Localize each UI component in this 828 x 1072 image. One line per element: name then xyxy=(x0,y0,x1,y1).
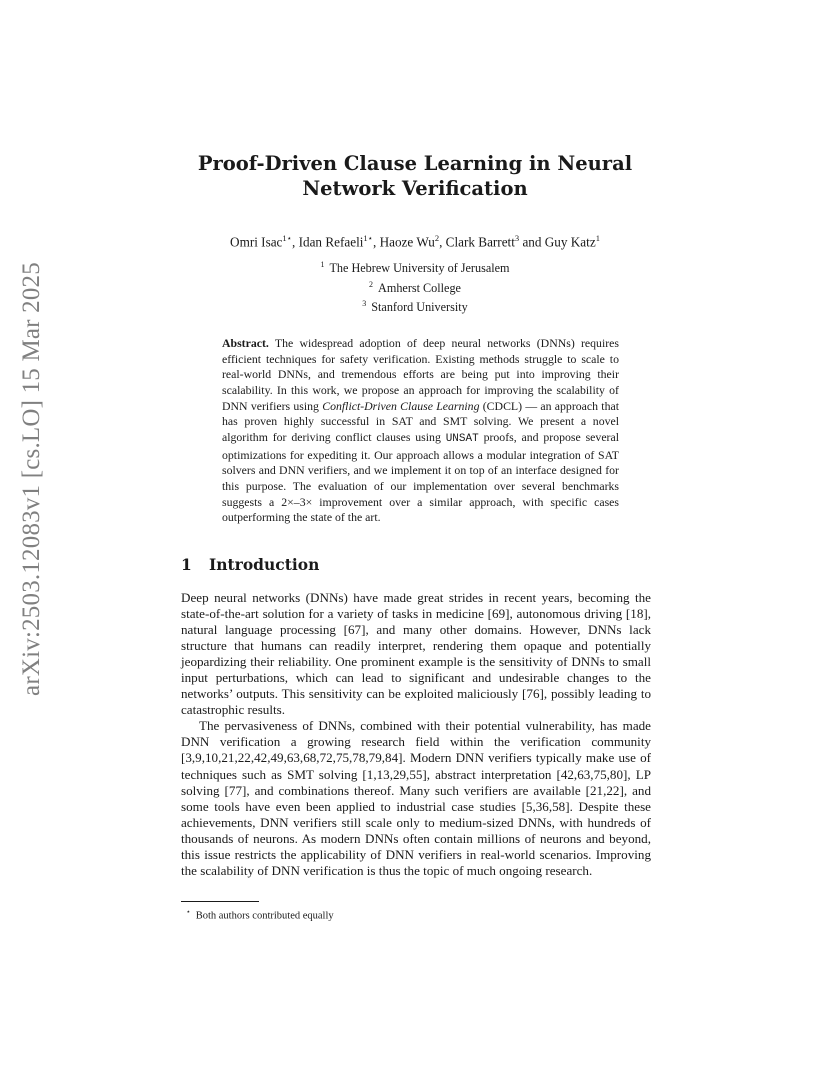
author-mark: 1 xyxy=(595,233,600,243)
footnote-text: Both authors contributed equally xyxy=(195,910,334,922)
author-name: , Idan Refaeli xyxy=(292,234,364,250)
arxiv-identifier-stamp xyxy=(14,262,50,696)
abstract-emphasis: Conflict-Driven Clause Learning xyxy=(322,398,480,413)
title-line: Network Verification xyxy=(302,177,528,200)
footnote-rule xyxy=(181,901,259,902)
author-mark: 2 xyxy=(434,233,440,243)
author-name: and Guy Katz xyxy=(519,234,596,250)
abstract-text: (CDCL) — an approach that has proven highly successful in SAT and SMT solving. We present a novel algorithm for deriving conflict clauses using xyxy=(222,398,619,444)
abstract-label: Abstract. xyxy=(222,336,269,350)
abstract xyxy=(222,336,619,526)
affiliation-list xyxy=(180,257,650,316)
author-name: , Clark Barrett xyxy=(439,234,515,250)
footnote-mark: ⋆ xyxy=(186,907,191,916)
paper-title xyxy=(180,151,650,201)
affiliation xyxy=(180,296,650,316)
author-mark: 1⋆ xyxy=(363,233,373,243)
author-name: Omri Isac xyxy=(230,234,283,250)
author-mark: 1⋆ xyxy=(282,233,292,243)
abstract-code: UNSAT xyxy=(445,432,479,445)
affiliation-mark: 3 xyxy=(362,299,367,309)
abstract-text: proofs, and propose several optimizations for expediting it. Our approach allows a modular integration of SAT solvers and DNN verifiers, and we implement it on top of an interface designed for this purpose. The evaluation of our implementation over several benchmarks suggests a 2×–3× improvement over a similar approach, with specific cases outperforming the state of the art. xyxy=(222,429,619,525)
title-line: Proof-Driven Clause Learning in Neural xyxy=(197,152,633,175)
body-paragraph: The pervasiveness of DNNs, combined with their potential vulnerability, has made DNN verification a growing research field within the verification community [3,9,10,21,22,42,49,63,68,72,75,78,79,84]. Modern DNN verifiers typically make use of techniques such as SMT solving [1,13,29,55], abstract interpretation [42,63,75,80], LP solving [77], and combinations thereof. Many such verifiers are available [21,22], and some tools have even been applied to industrial case studies [5,36,58]. Despite these achievements, DNN verifiers still scale only to medium-sized DNNs, with hundreds of thousands of neurons. As modern DNNs often contain millions of neurons and beyond, this issue restricts the applicability of DNN verifiers in real-world scenarios. Improving the scalability of DNN verification is thus the topic of much ongoing research. xyxy=(181,718,651,878)
author-name: , Haoze Wu xyxy=(372,234,435,250)
affiliation-name: Amherst College xyxy=(378,280,461,295)
affiliation-mark: 1 xyxy=(320,260,325,269)
arxiv-identifier-text: arXiv:2503.12083v1 [cs.LO] 15 Mar 2025 xyxy=(18,262,45,696)
footnote xyxy=(186,905,334,924)
author-list xyxy=(180,229,650,251)
affiliation xyxy=(180,277,650,297)
section-heading xyxy=(181,555,319,575)
section-number: 1 xyxy=(181,555,192,574)
affiliation-name: The Hebrew University of Jerusalem xyxy=(329,261,510,276)
author-mark: 3 xyxy=(514,233,520,243)
abstract-text: The widespread adoption of deep neural networks (DNNs) requires efficient techniques for safety verification. Existing methods struggle to scale to real-world DNNs, and tremendous efforts are being put into improving their scalability. In this work, we propose an approach for improving the scalability of DNN verifiers using xyxy=(222,336,619,413)
section-title: Introduction xyxy=(209,555,320,574)
body-text xyxy=(181,590,651,879)
affiliation-name: Stanford University xyxy=(371,300,468,315)
body-paragraph: Deep neural networks (DNNs) have made great strides in recent years, becoming the state-of-the-art solution for a variety of tasks in medicine [69], autonomous driving [18], natural language processing [67], and many other domains. However, DNNs lack structure that humans can readily interpret, rendering them opaque and potentially jeopardizing their reliability. One prominent example is the sensitivity of DNNs to small input perturbations, which can lead to significant and undesirable changes to the networks’ outputs. This sensitivity can be exploited maliciously [76], possibly leading to catastrophic results. xyxy=(181,590,651,718)
affiliation xyxy=(180,257,650,277)
affiliation-mark: 2 xyxy=(369,279,374,289)
